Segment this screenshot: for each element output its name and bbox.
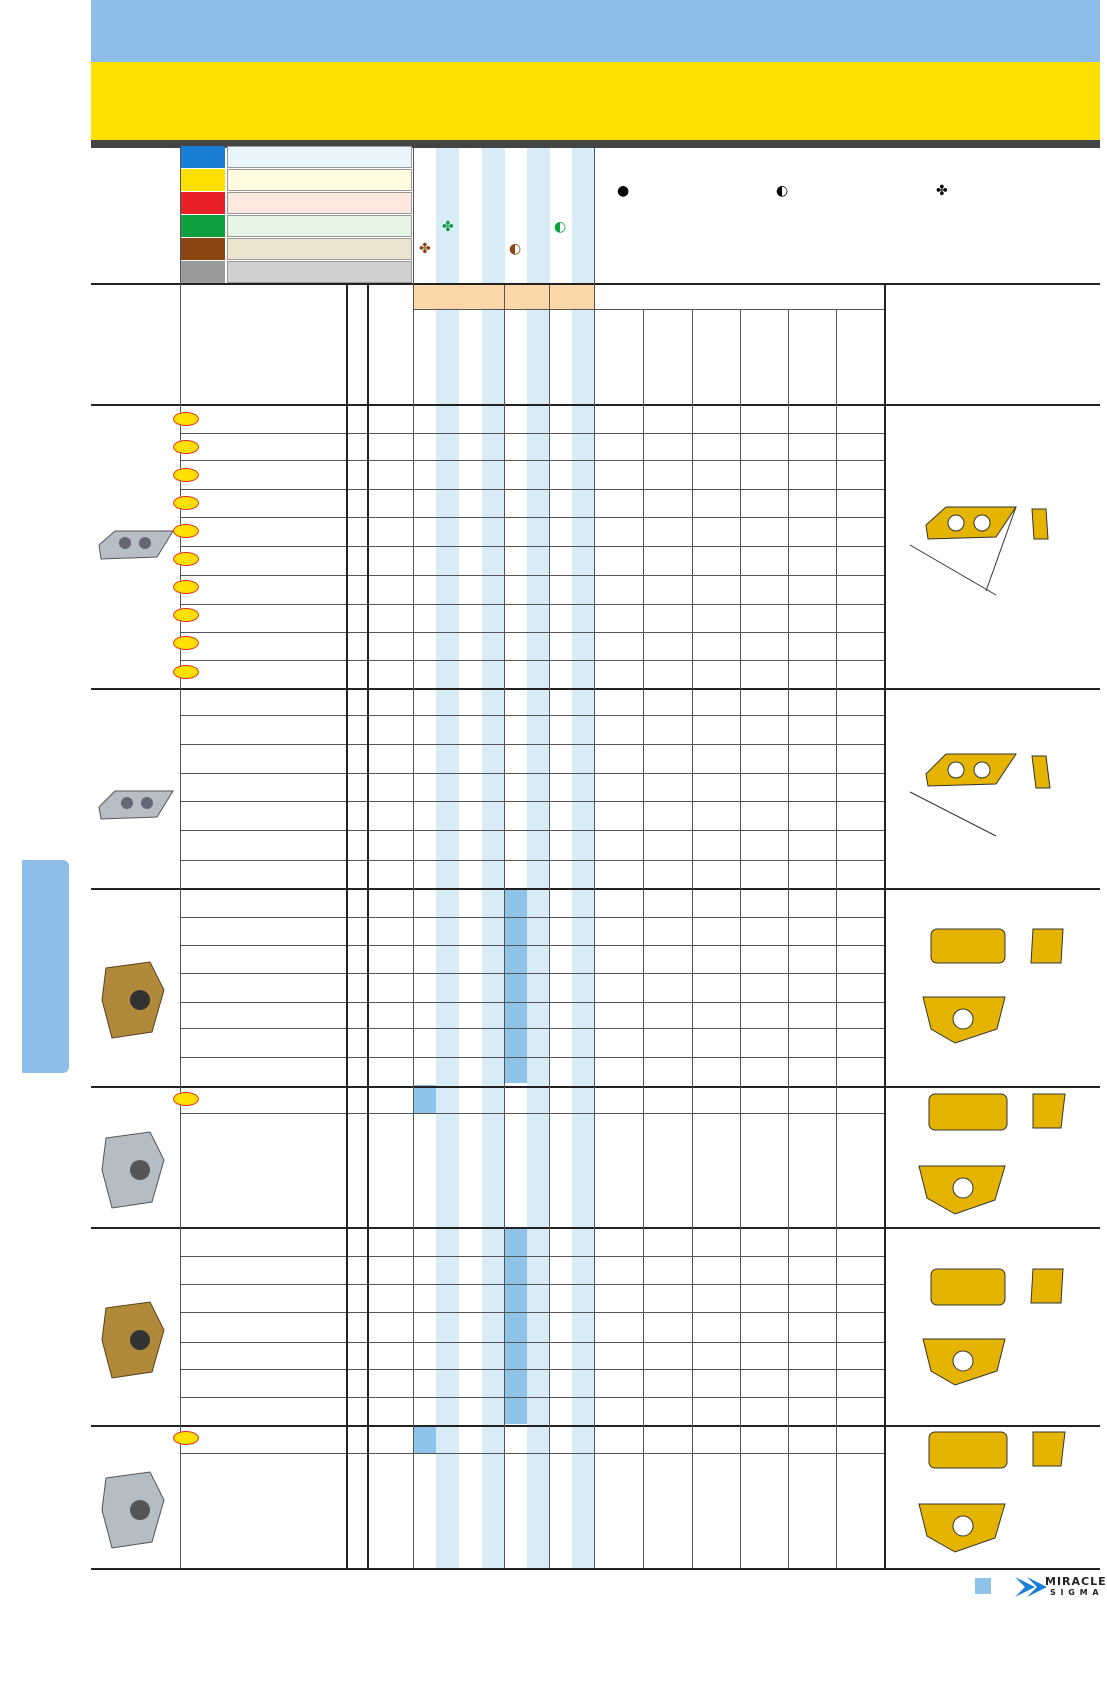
insert-photo xyxy=(97,525,177,565)
new-item-oval-icon xyxy=(173,665,199,679)
table-row-rule xyxy=(180,973,884,974)
insert-dimension-drawing xyxy=(896,740,1096,840)
legend-swatch-h xyxy=(181,261,225,283)
insert-dimension-drawing xyxy=(905,925,1100,1045)
new-item-oval-icon xyxy=(173,636,199,650)
table-row-rule xyxy=(180,1312,884,1313)
table-row-rule xyxy=(180,860,884,861)
table-row-rule xyxy=(180,660,884,661)
table-row-rule xyxy=(180,460,884,461)
table-row-rule xyxy=(180,1453,884,1454)
insert-photo xyxy=(100,1130,170,1210)
rule xyxy=(836,309,837,1568)
legend-swatch-p xyxy=(181,146,225,168)
logo-text: MIRACLE xyxy=(1045,1575,1107,1588)
table-row-rule xyxy=(180,575,884,576)
rule xyxy=(413,148,414,1568)
new-item-oval-icon xyxy=(173,1431,199,1445)
table-group-rule xyxy=(91,1425,1100,1427)
rule xyxy=(692,309,693,1568)
cross-flower-icon: ✤ xyxy=(936,183,948,199)
half-circle-icon: ◐ xyxy=(554,219,567,235)
table-row-rule xyxy=(180,517,884,518)
cross-flower-icon: ✤ xyxy=(419,241,431,257)
table-row-rule xyxy=(180,744,884,745)
table-row-rule xyxy=(180,1397,884,1398)
recommended-cell xyxy=(414,1425,436,1453)
rule xyxy=(91,404,1100,406)
rule xyxy=(504,285,505,1568)
table-row-rule xyxy=(180,945,884,946)
top-color-band xyxy=(91,0,1100,62)
legend-bar xyxy=(227,215,412,237)
insert-photo xyxy=(100,1470,170,1550)
grade-column-shade xyxy=(436,148,459,1568)
new-item-oval-icon xyxy=(173,440,199,454)
rule xyxy=(346,285,348,1568)
legend-bar xyxy=(227,238,412,260)
insert-photo xyxy=(100,1300,170,1380)
new-item-oval-icon xyxy=(173,580,199,594)
rule xyxy=(180,148,181,1568)
insert-dimension-drawing xyxy=(905,1265,1100,1395)
table-row-rule xyxy=(180,917,884,918)
new-item-oval-icon xyxy=(173,608,199,622)
new-item-oval-icon xyxy=(173,412,199,426)
table-row-rule xyxy=(180,489,884,490)
table-row-rule xyxy=(180,1284,884,1285)
legend-swatch-s xyxy=(181,238,225,260)
half-circle-icon: ◐ xyxy=(776,183,789,199)
rule xyxy=(788,309,789,1568)
legend-bar xyxy=(227,261,412,283)
rule xyxy=(367,285,369,1568)
table-group-rule xyxy=(91,1086,1100,1088)
rule xyxy=(884,285,886,1568)
insert-photo xyxy=(97,785,177,825)
table-row-rule xyxy=(180,1369,884,1370)
rule xyxy=(643,309,644,1568)
table-row-rule xyxy=(180,604,884,605)
table-group-rule xyxy=(91,1568,1100,1570)
table-row-rule xyxy=(180,1342,884,1343)
rule xyxy=(414,309,884,310)
table-row-rule xyxy=(180,801,884,802)
table-group-rule xyxy=(91,688,1100,690)
table-row-rule xyxy=(180,546,884,547)
legend-bar xyxy=(227,146,412,168)
title-band xyxy=(91,62,1100,140)
cross-flower-icon: ✤ xyxy=(442,219,454,235)
table-row-rule xyxy=(180,773,884,774)
table-row-rule xyxy=(180,1256,884,1257)
table-row-rule xyxy=(180,715,884,716)
legend-bar xyxy=(227,192,412,214)
legend-swatch-k xyxy=(181,192,225,214)
table-row-rule xyxy=(180,830,884,831)
grade-column-shade xyxy=(572,148,595,1568)
table-row-rule xyxy=(180,1113,884,1114)
table-row-rule xyxy=(180,1028,884,1029)
table-group-rule xyxy=(91,888,1100,890)
legend-bar xyxy=(227,169,412,191)
table-row-rule xyxy=(180,632,884,633)
table-row-rule xyxy=(180,433,884,434)
insert-dimension-drawing xyxy=(905,1090,1100,1220)
rule xyxy=(740,309,741,1568)
logo-text: S I G M A xyxy=(1050,1588,1100,1597)
insert-dimension-drawing xyxy=(905,1428,1100,1558)
table-row-rule xyxy=(180,1002,884,1003)
half-circle-icon: ◐ xyxy=(509,241,522,257)
new-item-oval-icon xyxy=(173,496,199,510)
recommended-cell xyxy=(414,1085,436,1113)
insert-dimension-drawing xyxy=(896,495,1096,605)
grade-column-shade xyxy=(527,148,550,1568)
table-row-rule xyxy=(180,1057,884,1058)
rule xyxy=(91,283,1100,285)
new-item-oval-icon xyxy=(173,468,199,482)
new-item-oval-icon xyxy=(173,1092,199,1106)
rule xyxy=(549,285,550,1568)
legend-swatch-m xyxy=(181,169,225,191)
table-group-rule xyxy=(91,1227,1100,1229)
filled-circle-icon: ● xyxy=(617,183,630,199)
side-index-tab[interactable] xyxy=(22,860,69,1073)
legend-swatch-n xyxy=(181,215,225,237)
page-number-marker xyxy=(975,1578,991,1594)
rule xyxy=(594,148,595,1568)
grade-column-shade xyxy=(482,148,505,1568)
insert-photo xyxy=(100,960,170,1040)
